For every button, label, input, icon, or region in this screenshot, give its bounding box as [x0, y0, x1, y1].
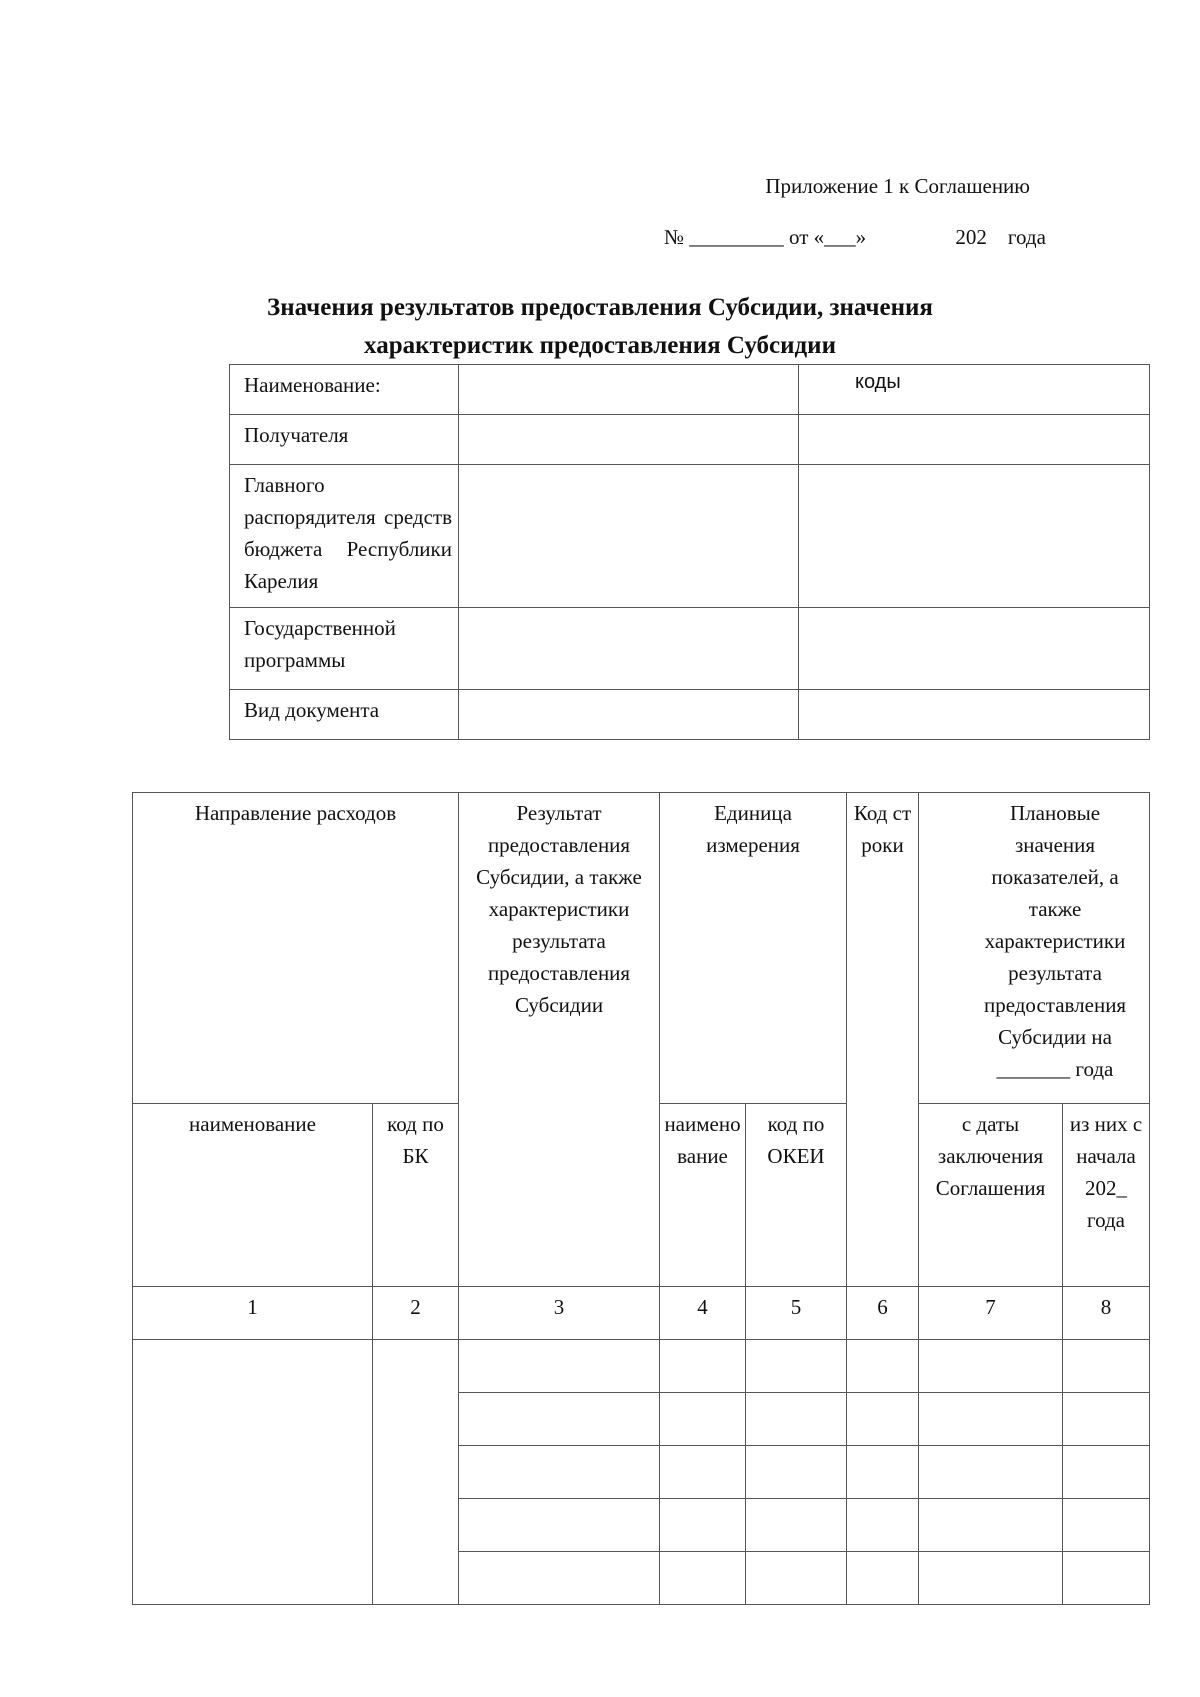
- unit-name-cell[interactable]: [660, 1499, 746, 1552]
- line-code-cell[interactable]: [847, 1499, 919, 1552]
- title-line-1: Значения результатов предоставления Субсидии, значения: [267, 294, 933, 321]
- col-num-2: 2: [373, 1287, 459, 1340]
- title-line-2: характеристик предоставления Субсидии: [364, 332, 836, 359]
- info-row-recipient: [230, 415, 1150, 465]
- header-from-agreement: [919, 1104, 1063, 1287]
- unit-name-cell[interactable]: [660, 1552, 746, 1605]
- column-numbers-row: [133, 1287, 1150, 1340]
- table-row: [133, 1340, 1150, 1393]
- results-table: [132, 792, 1150, 1605]
- info-label-doctype: Вид документа: [230, 690, 459, 740]
- info-row-doctype: [230, 690, 1150, 740]
- result-cell[interactable]: [459, 1552, 660, 1605]
- from-agreement-cell[interactable]: [919, 1552, 1063, 1605]
- line-code-cell[interactable]: [847, 1552, 919, 1605]
- bk-code-cell[interactable]: [373, 1340, 459, 1605]
- from-agreement-cell[interactable]: [919, 1393, 1063, 1446]
- header-okei: код по ОКЕИ: [746, 1104, 847, 1287]
- info-code-manager[interactable]: [799, 465, 1150, 608]
- result-cell[interactable]: [459, 1393, 660, 1446]
- from-year-start-cell[interactable]: [1063, 1552, 1150, 1605]
- from-agreement-cell[interactable]: [919, 1340, 1063, 1393]
- okei-cell[interactable]: [746, 1499, 847, 1552]
- header-from-year-start: из них с начала 202_ года: [1063, 1104, 1150, 1287]
- agreement-number-line: № _________ от «___» 202 года: [664, 225, 1046, 249]
- okei-cell[interactable]: [746, 1340, 847, 1393]
- direction-name-cell[interactable]: [133, 1340, 373, 1605]
- okei-cell[interactable]: [746, 1552, 847, 1605]
- unit-name-cell[interactable]: [660, 1446, 746, 1499]
- col-num-7: 7: [919, 1287, 1063, 1340]
- from-year-start-cell[interactable]: [1063, 1499, 1150, 1552]
- codes-header: коды: [799, 365, 1150, 415]
- unit-name-cell[interactable]: [660, 1340, 746, 1393]
- result-cell[interactable]: [459, 1340, 660, 1393]
- info-row-program: [230, 608, 1150, 690]
- header-planned: Плановые значения показателей, а также характеристики результата предоставления Субсидии на _______ года: [919, 793, 1150, 1104]
- header-bk-code: код по БК: [373, 1104, 459, 1287]
- info-code-recipient[interactable]: [799, 415, 1150, 465]
- info-value-recipient[interactable]: [459, 415, 799, 465]
- okei-cell[interactable]: [746, 1393, 847, 1446]
- info-table: [229, 364, 1150, 740]
- info-value-doctype[interactable]: [459, 690, 799, 740]
- col-num-3: 3: [459, 1287, 660, 1340]
- header-unit: Единица измерения: [660, 793, 847, 1104]
- info-row-manager: [230, 465, 1150, 608]
- info-code-program[interactable]: [799, 608, 1150, 690]
- header-unit-name: наименование: [660, 1104, 746, 1287]
- info-label-manager: Главного распорядителя средств бюджета Республики Карелия: [230, 465, 459, 608]
- from-year-start-cell[interactable]: [1063, 1446, 1150, 1499]
- header-line-code: Код строки: [847, 793, 919, 1287]
- line-code-cell[interactable]: [847, 1393, 919, 1446]
- header-direction: Направление расходов: [133, 793, 459, 1104]
- col-num-8: 8: [1063, 1287, 1150, 1340]
- col-num-4: 4: [660, 1287, 746, 1340]
- header-from-agreement-text: с даты заключения Соглашения: [935, 1112, 1046, 1200]
- col-num-6: 6: [847, 1287, 919, 1340]
- from-year-start-cell[interactable]: [1063, 1393, 1150, 1446]
- unit-name-cell[interactable]: [660, 1393, 746, 1446]
- info-label-program: Государственной программы: [230, 608, 459, 690]
- result-cell[interactable]: [459, 1499, 660, 1552]
- info-value-program[interactable]: [459, 608, 799, 690]
- info-value-manager[interactable]: [459, 465, 799, 608]
- info-label-recipient: Получателя: [230, 415, 459, 465]
- header-result: Результат предоставления Субсидии, а также характеристики результата предоставления Субсидии: [459, 793, 660, 1287]
- from-agreement-cell[interactable]: [919, 1499, 1063, 1552]
- line-code-cell[interactable]: [847, 1446, 919, 1499]
- col-num-1: 1: [133, 1287, 373, 1340]
- header-name: наименование: [133, 1104, 373, 1287]
- okei-cell[interactable]: [746, 1446, 847, 1499]
- annex-label: Приложение 1 к Соглашению: [765, 174, 1030, 198]
- line-code-cell[interactable]: [847, 1340, 919, 1393]
- info-label-name: Наименование:: [230, 365, 459, 415]
- document-title: [0, 289, 1200, 365]
- header-row-top: [133, 793, 1150, 1104]
- info-row-name: [230, 365, 1150, 415]
- from-year-start-cell[interactable]: [1063, 1340, 1150, 1393]
- info-code-doctype[interactable]: [799, 690, 1150, 740]
- col-num-5: 5: [746, 1287, 847, 1340]
- result-cell[interactable]: [459, 1446, 660, 1499]
- info-value-name[interactable]: [459, 365, 799, 415]
- from-agreement-cell[interactable]: [919, 1446, 1063, 1499]
